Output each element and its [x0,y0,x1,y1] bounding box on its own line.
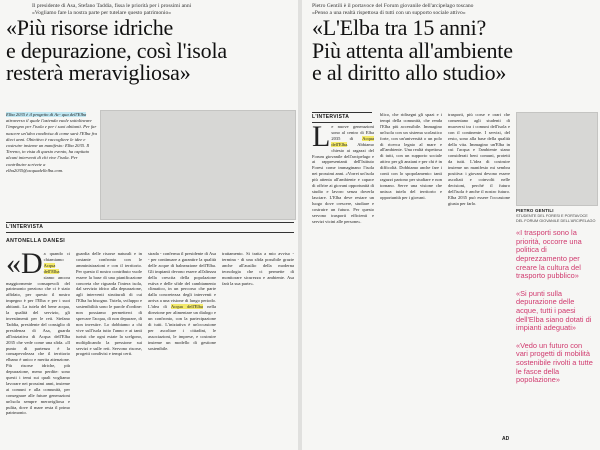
right-column-2: blico, che ridisegni gli spazi e i tempi della comunità, che renda l'Elba più accessibile. Immagino un'isola con un sistema scolastico forte, con un'università o un polo di ricerca legato al mare e all'ambiente. Una realtà rispettosa di tutti, con un supporto sociale attivo per gli anziani e per chi è in difficoltà. Dobbiamo anche fare i conti con lo spopolamento: tanti ragazzi partono per studiare e non tornano. Serve una visione che unisca tutela del territorio e opportunità per i giovani. [380,112,442,200]
ad-mark: AD [502,436,510,442]
left-kicker-line2: «Vogliamo fare la nostra parte per tutelare questo patrimonio» [32,9,172,16]
right-headline-line3: e al diritto allo studio» [312,60,507,85]
left-column-2: guardia delle risorse naturali e in costante confronto con le amministrazioni e con il territorio. Per questo il nostro contributo vuole essere la base di una pianificazione concreta che riguarda l'intera isola, dal servizio idrico alla depurazione, agli interventi strutturali di cui l'Elba ha bisogno. Tutela, sviluppo e sostenibilità sono le parole d'ordine: non possiamo permetterci di sprecare l'acqua, di non depurare, di non investire. Lo dobbiamo a chi vive sull'isola tutto l'anno e ai tanti turisti che ogni estate la scelgono, moltiplicando la pressione sui servizi e sulle reti. Servono risorse, progetti condivisi e tempi certi. [76,251,142,357]
left-section-label: L'INTERVISTA [6,224,44,230]
left-standfirst-highlight: Elba 2035 è il progetto di Ac- qua dell'Elba [6,112,87,117]
left-col3-highlight: Acqua dell'Elba [171,304,203,310]
pull-quote: «Si punti sulla depurazione delle acque, tutti i paesi dell'Elba siano dotati di impianti adeguati» [516,288,592,333]
left-column-1 [6,251,70,447]
left-standfirst-text: attraverso il quale l'azienda vuole sottolineare l'impegno per l'isola e per i suoi abitanti. Per far nascere un'idea condivisa di come sarà l'Elba fra dieci anni. Obiettivo è raccogliere le idee e costruire insieme un manifesto: Elba 2035. Il Tirreno, in vista di questo evento, ha ospitato alcuni interventi di chi vive l'isola. Per contribuire scrivete a elba2035@acquadellelba.com. [6,118,97,173]
left-column-4: trattamento. Si tratta a mio avviso - termina - di una sfida possibile grazie anche all'ausilio della moderna tecnologia che ci permette di monitorare sicurezza e ambiente. Asa farà la sua parte». [222,251,294,286]
left-col3-text-b: nella direzione per alimentare un dialogo e un confronto, con la partecipazione di tutti. L'iniziativa è un'occasione per ascoltare i cittadini, le associazioni, le imprese, e costruire insieme un modello di gestione sostenibile. [148,304,216,351]
left-col3-text-a: strada - conferma il presidente di Asa - per continuare a garantire la qualità delle acque di balneazione dell'Elba. Gli impianti devono essere all'altezza della crescita della popolazione estiva e delle sfide del cambiamento climatico, in un percorso che parte dalla concretezza degli interventi e arriva a una visione di lungo periodo. L'idea di [148,251,216,310]
right-column-3: trasporti, più corse e orari che consentano agli studenti di muoversi tra i comuni dell'isola e con il continente. I servizi, del resto, sono alla base della qualità della vita. Immagino un'Elba in cui l'acqua e l'ambiente siano considerati beni comuni, protetti da tutti. L'idea di costruire insieme un manifesto mi sembra positiva: i giovani devono essere ascoltati e coinvolti nelle decisioni, perché il futuro dell'isola è anche il nostro futuro. Elba 2035 può essere l'occasione giusta per farlo. [448,112,510,206]
right-col1-text-a: e nuove generazioni sono al centro di Elba 2035 di [331,124,374,141]
left-headline-line3: resterà meravigliosa» [6,60,191,85]
sidebar-name: PIETRO GENTILI [516,208,554,213]
right-column-1 [312,124,374,446]
right-headline-line1: «L'Elba tra 15 anni? [312,15,487,40]
left-standfirst [6,112,98,206]
pull-quote: «I trasporti sono la priorità, occorre una politica di deprezzamento per creare la cultura del trasporto pubblico» [516,228,582,281]
left-col1-text-b: siamo ancora maggiormente consapevoli del patrimonio prezioso che ci è stato affidato, per questo il nostro impegno è per l'Elba e per i suoi abitanti. La tutela del bene acqua, la qualità del servizio, gli investimenti per le reti. Stefano Taddia, presidente del consiglio di presidenza di Asa, guarda all'iniziativa di Acqua dell'Elba 2035 che vede come una sfida. «Il punto di partenza è la consapevolezza che il territorio elbano è unico e merita attenzione. Più risorse idriche, più depurazione, meno perdite: sono questi i temi sui quali vogliamo lavorare nei prossimi anni, insieme ai comuni e alla comunità, per consegnare alle future generazioni un'isola sempre meravigliosa e pulita, dove il mare resta il primo patrimonio. [6,274,70,416]
right-col1-text-b: . Abbiamo chiesto ai ragazzi del Forum giovanile dell'arcipelago e ai rappresentanti dell'Istituto Foresi come immaginano l'isola nei prossimi anni. «Vorrei un'isola più attenta all'ambiente e capace di offrire ai giovani opportunità di studio e lavoro senza doverla lasciare. L'Elba deve restare un luogo dove crescere, studiare e costruire un futuro. Per questo servono trasporti efficienti e servizi vicini alle persone». [312,141,374,224]
right-col1-highlight: Acqua dell'Elba [331,135,374,147]
left-column-3 [148,251,216,447]
left-dropcap: «D [6,251,43,280]
right-article [302,0,600,450]
left-headline-line2: e depurazione, così l'isola [6,37,227,63]
right-kicker-line2: «Penso a una realtà rispettosa di tutti con un supporto sociale attivo» [312,9,466,16]
right-section-band [312,112,372,123]
left-photo [100,110,296,220]
left-col1-text-a: a quando ci chiamiamo [43,251,70,262]
left-section-band [6,222,294,233]
right-headline [312,17,598,85]
left-headline [6,17,296,85]
sidebar-role: STUDENTE DEL FORESI E PORTAVOCE DEL FORUM GIOVANILE DELL'ARCIPELAGO [516,214,596,223]
right-section-label: L'INTERVISTA [312,114,350,120]
left-article [0,0,298,450]
right-dropcap: L [312,124,331,153]
left-headline-line1: «Più risorse idriche [6,15,174,40]
right-photo [516,112,598,206]
left-kicker-line1: Il presidente di Asa, Stefano Taddia, fissa le priorità per i prossimi anni [32,3,192,9]
left-col1-highlight: Acqua dell'Elba [43,262,60,274]
left-byline: ANTONELLA DANESI [6,238,66,244]
pull-quote: «Vedo un futuro con vari progetti di mobilità sostenibile rivolti a tutte le fasce della popolazione» [516,340,593,385]
quotes-sidebar [516,208,596,394]
right-headline-line2: Più attenta all'ambiente [312,37,513,63]
right-kicker-line1: Pietro Gentili è il portavoce del Forum giovanile dell'arcipelago toscano [312,3,474,9]
